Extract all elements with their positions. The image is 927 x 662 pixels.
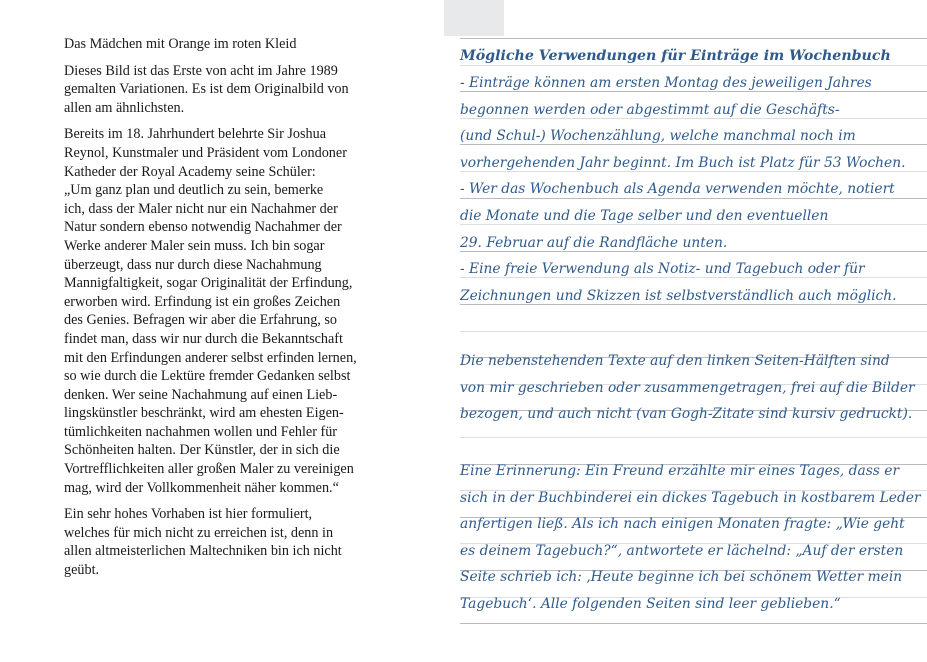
handwritten-block-memory (460, 458, 920, 618)
left-page-title: Das Mädchen mit Orange im roten Kleid (64, 36, 297, 52)
handwritten-line: es deinem Tagebuch?“, antwortete er lächelnd: „Auf der ersten (460, 542, 904, 559)
handwritten-line: - Einträge können am ersten Montag des jeweiligen Jahres (460, 75, 872, 91)
handwritten-line: bezogen, und auch nicht (van Gogh-Zitate sind kursiv gedruckt). (460, 406, 913, 423)
page-corner-tab (444, 0, 504, 36)
left-paragraph-3: Ein sehr hohes Vorhaben ist hier formuliert, welches für mich nicht zu erreichen ist, denn in allen altmeisterlichen Maltechniken bin ich nicht geübt. (64, 506, 342, 579)
left-paragraph-2: Bereits im 18. Jahrhundert belehrte Sir Joshua Reynol, Kunstmaler und Präsident vom Londoner Katheder der Royal Academy seine Schüler: „Um ganz plan und deutlich zu sein, bemerke ich, dass der Maler nicht nur ein Nachahmer der Natur sondern ebenso notwendig Nachahmer der Werke anderer Maler sein muss. Ich bin sogar überzeugt, dass nur durch diese Nachahmung Mannigfaltigkeit, sogar Originalität der Erfindung, erworben wird. Erfindung ist ein großes Zeichen des Genies. Befragen wir aber die Erfahrung, so findet man, dass wir nur durch die Bekanntschaft mit den Erfindungen anderer selbst erfinden lernen, so wie durch die Lektüre fremder Gedanken selbst denken. Wer seine Nachahmung auf einen Lieb- lingskünstler beschränkt, wird am ehesten Eigen- tümlichkeiten nachahmen wollen und Fehler für Schönheiten halten. Der Künstler, der in sich die Vortrefflichkeiten aller großen Maler zu vereinigen mag, wird der Vollkommenheit näher kommen.“ (64, 126, 357, 496)
handwritten-line: von mir geschrieben oder zusammengetragen, frei auf die Bilder (460, 379, 915, 396)
handwritten-line: begonnen werden oder abgestimmt auf die Geschäfts- (460, 101, 840, 118)
top-band (444, 0, 927, 21)
right-page (444, 0, 927, 662)
handwritten-line: die Monate und die Tage selber und den eventuellen (460, 207, 829, 224)
ruled-line (460, 623, 927, 624)
handwritten-line: Seite schrieb ich: ‚Heute beginne ich bei schönem Wetter mein (460, 569, 903, 586)
handwritten-line: Eine Erinnerung: Ein Freund erzählte mir eines Tages, dass er (460, 463, 900, 479)
ruled-line (460, 38, 927, 39)
handwritten-line: anfertigen ließ. Als ich nach einigen Monaten fragte: „Wie geht (460, 516, 905, 533)
ruled-line (460, 331, 927, 332)
handwritten-block-texts (460, 348, 920, 428)
handwritten-line: (und Schul-) Wochenzählung, welche manchmal noch im (460, 128, 856, 145)
left-text-column (64, 35, 394, 588)
handwritten-line: 29. Februar auf die Randfläche unten. (460, 234, 728, 251)
handwritten-line: Zeichnungen und Skizzen ist selbstverständlich auch möglich. (460, 287, 897, 304)
handwritten-line: vorhergehenden Jahr beginnt. Im Buch ist Platz für 53 Wochen. (460, 154, 906, 171)
handwritten-heading: Mögliche Verwendungen für Einträge im Wochenbuch (460, 48, 891, 64)
ruled-line (460, 437, 927, 438)
handwritten-line: Tagebuch‘. Alle folgenden Seiten sind leer geblieben.“ (460, 595, 841, 612)
handwritten-line: Die nebenstehenden Texte auf den linken Seiten-Hälften sind (460, 353, 890, 369)
left-paragraph-1: Dieses Bild ist das Erste von acht im Jahre 1989 gemalten Variationen. Es ist dem Originalbild von allen am ähnlichsten. (64, 62, 349, 116)
left-page (0, 0, 444, 662)
handwritten-line: - Wer das Wochenbuch als Agenda verwenden möchte, notiert (460, 181, 895, 198)
handwritten-block-usage (460, 70, 920, 309)
handwritten-line: sich in der Buchbinderei ein dickes Tagebuch in kostbarem Leder (460, 489, 921, 506)
handwritten-line: - Eine freie Verwendung als Notiz- und Tagebuch oder für (460, 261, 865, 278)
